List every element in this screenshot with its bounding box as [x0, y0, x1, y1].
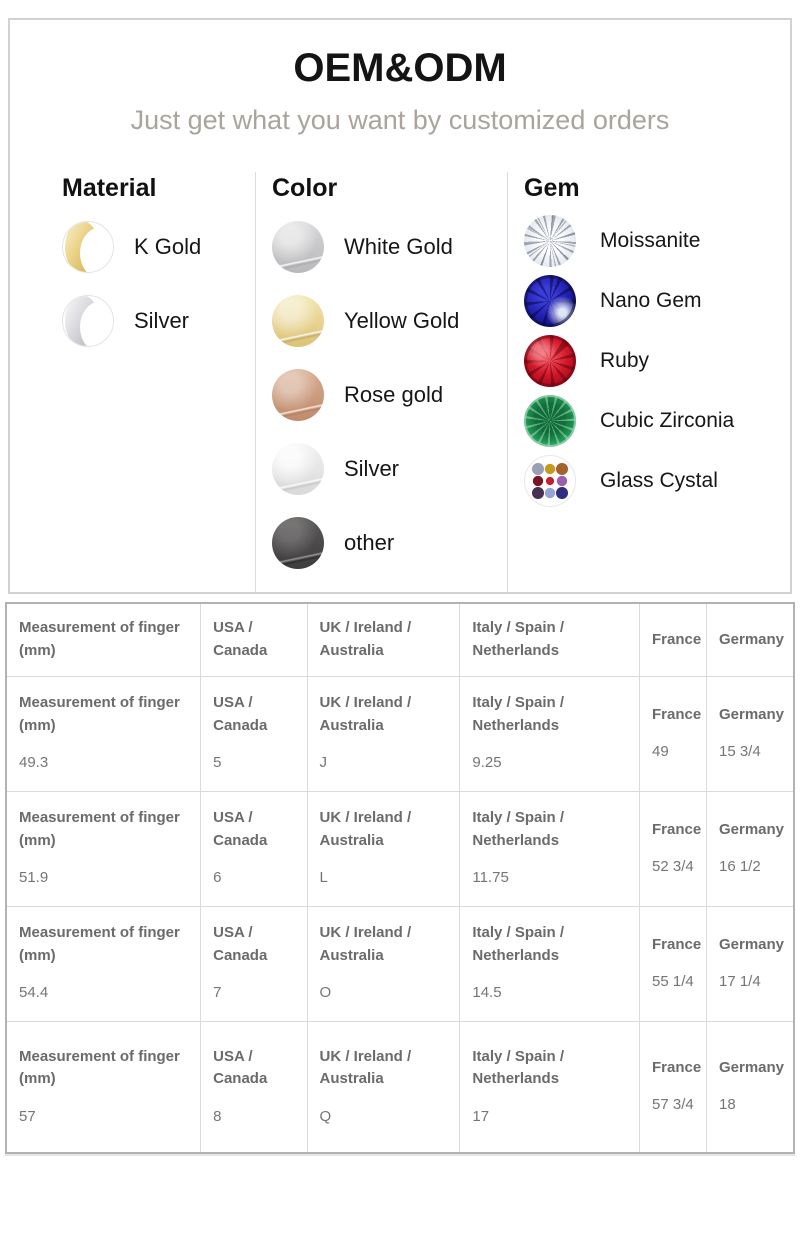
size-cell-value: 51.9	[19, 869, 49, 887]
size-cell	[640, 676, 707, 791]
option-glass-crystal	[524, 455, 790, 507]
option-rose-gold	[272, 369, 507, 421]
size-cell-label: Measurement of finger (mm)	[19, 809, 180, 849]
ring-size-table-wrap	[5, 602, 795, 1154]
ring-size-table-body	[6, 676, 794, 1153]
size-cell-value: 49	[652, 743, 669, 760]
size-cell	[460, 1021, 640, 1153]
size-cell-label: Germany	[718, 935, 785, 953]
size-cell-value: L	[319, 869, 328, 887]
size-cell	[6, 906, 201, 1021]
size-col-header	[201, 603, 307, 676]
k-gold-swatch-icon	[62, 221, 114, 273]
gem-items	[524, 215, 790, 507]
option-label: Glass Cystal	[600, 469, 718, 492]
size-cell-value: 57	[19, 1107, 36, 1125]
size-cell	[460, 906, 640, 1021]
size-cell	[6, 676, 201, 791]
size-cell-label: USA / Canada	[213, 924, 268, 964]
size-cell	[6, 791, 201, 906]
option-k-gold	[62, 221, 255, 273]
size-cell-label: Measurement of finger (mm)	[19, 924, 180, 964]
size-col-header	[6, 603, 201, 676]
size-col-header-label: UK / Ireland / Australia	[319, 619, 412, 659]
size-cell-label: France	[652, 820, 702, 838]
nano-gem-icon	[524, 275, 576, 327]
size-cell-label: France	[652, 935, 702, 953]
cubic-zirconia-gem-icon	[524, 395, 576, 447]
silver-swatch-icon	[62, 295, 114, 347]
size-cell-value: 15 3/4	[718, 743, 761, 760]
size-cell-value: J	[319, 754, 327, 772]
size-cell	[201, 1021, 307, 1153]
size-cell-value: 49.3	[19, 754, 49, 772]
size-cell	[706, 906, 794, 1021]
option-ruby	[524, 335, 790, 387]
size-cell	[706, 676, 794, 791]
option-label: Yellow Gold	[344, 308, 460, 333]
section-title: OEM&ODM	[293, 46, 507, 90]
option-label: Rose gold	[344, 382, 444, 407]
oem-odm-section	[8, 18, 792, 594]
size-col-header-label: Germany	[718, 630, 785, 648]
option-cubic-zirconia	[524, 395, 790, 447]
size-cell-value: 7	[213, 984, 222, 1002]
size-cell-label: France	[652, 705, 702, 723]
material-items	[62, 221, 255, 347]
size-cell	[460, 676, 640, 791]
color-heading: Color	[272, 174, 338, 202]
size-cell-label: Germany	[718, 820, 785, 838]
size-cell-label: Measurement of finger (mm)	[19, 1047, 180, 1087]
size-cell-value: 17	[472, 1107, 490, 1125]
option-label: Ruby	[600, 349, 650, 372]
size-cell-label: USA / Canada	[213, 694, 268, 734]
size-cell	[307, 791, 460, 906]
silver-swatch-icon	[272, 443, 324, 495]
ring-size-table	[5, 602, 795, 1154]
options-row	[10, 172, 790, 592]
size-cell-label: Germany	[718, 1058, 785, 1076]
option-label: Cubic Zirconia	[600, 409, 735, 432]
option-silver-color	[272, 443, 507, 495]
size-cell-label: UK / Ireland / Australia	[319, 924, 412, 964]
size-cell-value: 5	[213, 754, 222, 772]
size-col-header-label: France	[652, 630, 702, 648]
size-cell-value: 18	[718, 1096, 736, 1114]
option-label: Silver	[134, 308, 190, 333]
size-cell-value: Q	[319, 1107, 332, 1125]
size-cell	[640, 1021, 707, 1153]
rose-gold-swatch-icon	[272, 369, 324, 421]
size-cell	[201, 791, 307, 906]
size-cell-value: 54.4	[19, 984, 49, 1002]
option-yellow-gold	[272, 295, 507, 347]
material-heading: Material	[62, 174, 157, 202]
option-nano-gem	[524, 275, 790, 327]
size-row	[6, 791, 794, 906]
size-cell-label: USA / Canada	[213, 809, 268, 849]
option-moissanite	[524, 215, 790, 267]
color-column	[255, 172, 507, 592]
option-label: other	[344, 530, 395, 555]
size-cell-value: O	[319, 984, 332, 1002]
size-cell-value: 11.75	[472, 869, 509, 887]
size-col-header	[640, 603, 707, 676]
material-column	[10, 172, 255, 592]
gem-column	[507, 172, 790, 592]
size-row	[6, 1021, 794, 1153]
size-cell-value: 16 1/2	[718, 858, 761, 875]
size-cell-label: France	[652, 1058, 702, 1076]
size-cell-label: Italy / Spain / Netherlands	[472, 1047, 565, 1087]
moissanite-gem-icon	[524, 215, 576, 267]
glass-crystal-gem-icon	[524, 455, 576, 507]
option-white-gold	[272, 221, 507, 273]
size-cell-label: Italy / Spain / Netherlands	[472, 924, 565, 964]
size-row	[6, 676, 794, 791]
size-col-header-label: USA / Canada	[213, 619, 268, 659]
size-cell-label: UK / Ireland / Australia	[319, 694, 412, 734]
option-label: White Gold	[344, 234, 453, 259]
size-cell	[706, 791, 794, 906]
size-header-row	[6, 603, 794, 676]
size-cell-value: 8	[213, 1107, 222, 1125]
size-row	[6, 906, 794, 1021]
size-cell-label: UK / Ireland / Australia	[319, 809, 412, 849]
size-cell-label: Italy / Spain / Netherlands	[472, 809, 565, 849]
size-cell	[307, 906, 460, 1021]
yellow-gold-swatch-icon	[272, 295, 324, 347]
size-cell-label: UK / Ireland / Australia	[319, 1047, 412, 1087]
size-cell-label: Germany	[718, 705, 785, 723]
option-label: K Gold	[134, 234, 202, 259]
size-cell-value: 6	[213, 869, 222, 887]
color-items	[272, 221, 507, 569]
option-label: Nano Gem	[600, 289, 702, 312]
size-cell-value: 57 3/4	[652, 1096, 694, 1114]
white-gold-swatch-icon	[272, 221, 324, 273]
size-cell	[640, 791, 707, 906]
size-col-header-label: Measurement of finger (mm)	[19, 619, 180, 659]
section-subtitle: Just get what you want by customized orders	[130, 105, 670, 135]
gem-heading: Gem	[524, 174, 580, 202]
size-col-header	[307, 603, 460, 676]
size-cell-value: 55 1/4	[652, 973, 694, 990]
size-col-header	[706, 603, 794, 676]
size-cell	[201, 906, 307, 1021]
ring-size-table-head	[6, 603, 794, 676]
size-cell	[706, 1021, 794, 1153]
option-label: Moissanite	[600, 229, 701, 252]
size-cell-value: 9.25	[472, 754, 502, 772]
size-cell-value: 52 3/4	[652, 858, 694, 875]
option-other	[272, 517, 507, 569]
size-cell-label: Italy / Spain / Netherlands	[472, 694, 565, 734]
size-cell	[640, 906, 707, 1021]
other-swatch-icon	[272, 517, 324, 569]
size-cell-label: USA / Canada	[213, 1047, 268, 1087]
size-cell-label: Measurement of finger (mm)	[19, 694, 180, 734]
size-cell	[201, 676, 307, 791]
size-cell	[307, 1021, 460, 1153]
option-silver-material	[62, 295, 255, 347]
ruby-gem-icon	[524, 335, 576, 387]
size-col-header-label: Italy / Spain / Netherlands	[472, 619, 565, 659]
size-col-header	[460, 603, 640, 676]
size-cell	[460, 791, 640, 906]
size-cell-value: 14.5	[472, 984, 502, 1002]
size-cell	[6, 1021, 201, 1153]
size-cell	[307, 676, 460, 791]
option-label: Silver	[344, 456, 400, 481]
size-cell-value: 17 1/4	[718, 973, 761, 990]
